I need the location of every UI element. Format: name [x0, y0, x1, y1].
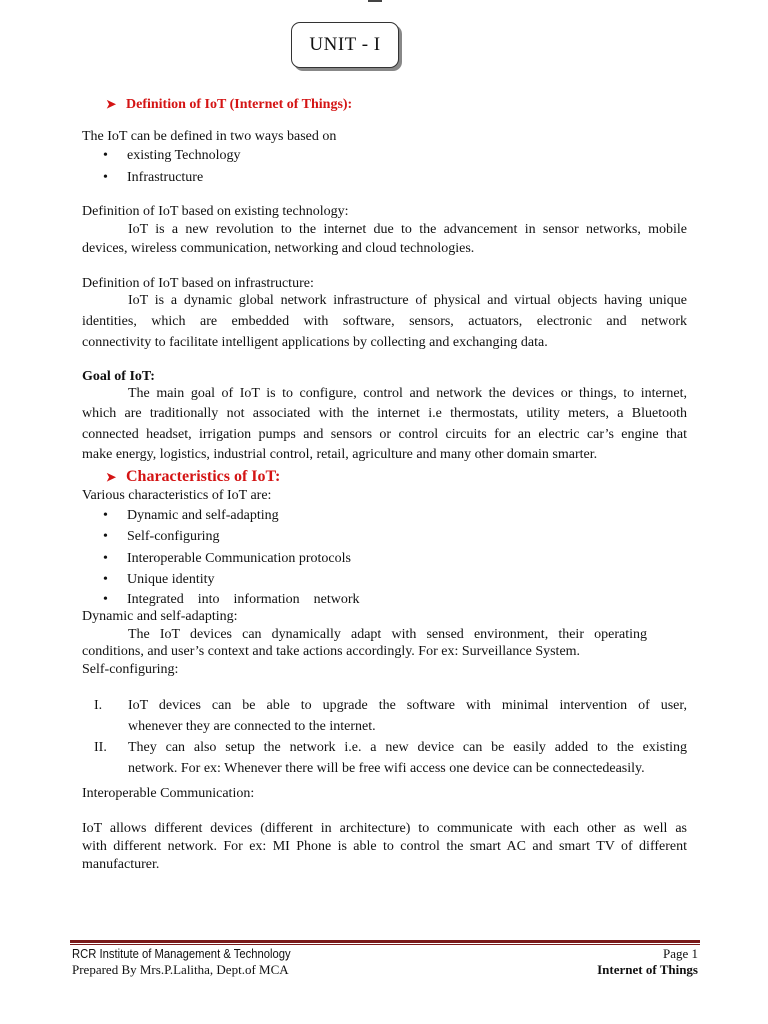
paragraph-line: network. For ex: Whenever there will be free wifi access one device can be connectedeasily.: [128, 761, 645, 776]
def-infra-label: Definition of IoT based on infrastructure:: [82, 276, 314, 291]
list-item: • Self-configuring: [103, 529, 220, 544]
footer-rule-thin: [70, 944, 700, 945]
paragraph-line: manufacturer.: [82, 857, 160, 872]
list-item: • existing Technology: [103, 148, 241, 163]
paragraph-line: conditions, and user’s context and take actions accordingly. For ex: Surveillance System.: [82, 644, 581, 659]
interop-label: Interoperable Communication:: [82, 786, 255, 801]
characteristics-heading: ➤ Characteristics of IoT:: [106, 466, 280, 488]
footer-page: Page 1: [662, 946, 698, 961]
list-item: • Unique identity: [103, 572, 215, 587]
list-item: • Integrated into information network: [103, 592, 360, 607]
paragraph-line: The IoT devices can dynamically adapt with sensed environment, their operating: [128, 627, 647, 642]
selfconf-label: Self-configuring:: [82, 662, 179, 677]
footer-subject: Internet of Things: [597, 962, 698, 977]
paragraph-line: make energy, logistics, industrial control, retail, agriculture and many other domain smarter.: [82, 447, 598, 462]
paragraph-line: connectivity to facilitate intelligent applications by collecting and exchanging data.: [82, 335, 548, 350]
paragraph-line: IoT allows different devices (different in architecture) to communicate with each other as well as: [82, 821, 687, 836]
paragraph-line: IoT is a dynamic global network infrastructure of physical and virtual objects having unique: [128, 293, 687, 308]
paragraph-line: identities, which are embedded with software, sensors, actuators, electronic and network: [82, 314, 687, 329]
paragraph-line: connected headset, irrigation pumps and sensors or control circuits for an electric car’s engine that: [82, 427, 687, 442]
paragraph-line: devices, wireless communication, networking and cloud technologies.: [82, 241, 475, 256]
list-item: • Dynamic and self-adapting: [103, 508, 279, 523]
def-tech-label: Definition of IoT based on existing technology:: [82, 204, 349, 219]
unit-title: UNIT - I: [309, 34, 381, 55]
list-item: • Infrastructure: [103, 170, 204, 185]
numbered-item: I. IoT devices can be able to upgrade the software with minimal intervention of user,: [94, 698, 687, 713]
unit-title-box: [291, 22, 399, 68]
arrow-bullet-icon: ➤: [106, 97, 117, 111]
paragraph-line: whenever they are connected to the internet.: [128, 719, 376, 734]
paragraph-line: The main goal of IoT is to configure, control and network the devices or things, to internet,: [128, 386, 687, 401]
footer-rule: [70, 940, 700, 943]
goal-heading: Goal of IoT:: [82, 369, 155, 384]
arrow-bullet-icon: ➤: [106, 470, 117, 484]
paragraph-line: with different network. For ex: MI Phone is able to control the smart AC and smart TV of different: [82, 839, 687, 854]
paragraph-line: IoT is a new revolution to the internet due to the advancement in sensor networks, mobile: [128, 222, 687, 237]
definition-heading: ➤ Definition of IoT (Internet of Things):: [106, 94, 352, 115]
dynamic-label: Dynamic and self-adapting:: [82, 609, 238, 624]
paragraph-line: which are traditionally not associated with the internet i.e thermostats, utility meters, a Bluetooth: [82, 406, 687, 421]
numbered-item: II. They can also setup the network i.e. a new device can be easily added to the existing: [94, 740, 687, 755]
top-mark: [368, 0, 382, 2]
intro-text: The IoT can be defined in two ways based on: [82, 129, 337, 144]
footer-prepared-by: Prepared By Mrs.P.Lalitha, Dept.of MCA: [72, 962, 289, 977]
char-intro: Various characteristics of IoT are:: [82, 488, 272, 503]
footer-institute: RCR Institute of Management & Technology: [72, 947, 291, 961]
list-item: • Interoperable Communication protocols: [103, 551, 351, 566]
